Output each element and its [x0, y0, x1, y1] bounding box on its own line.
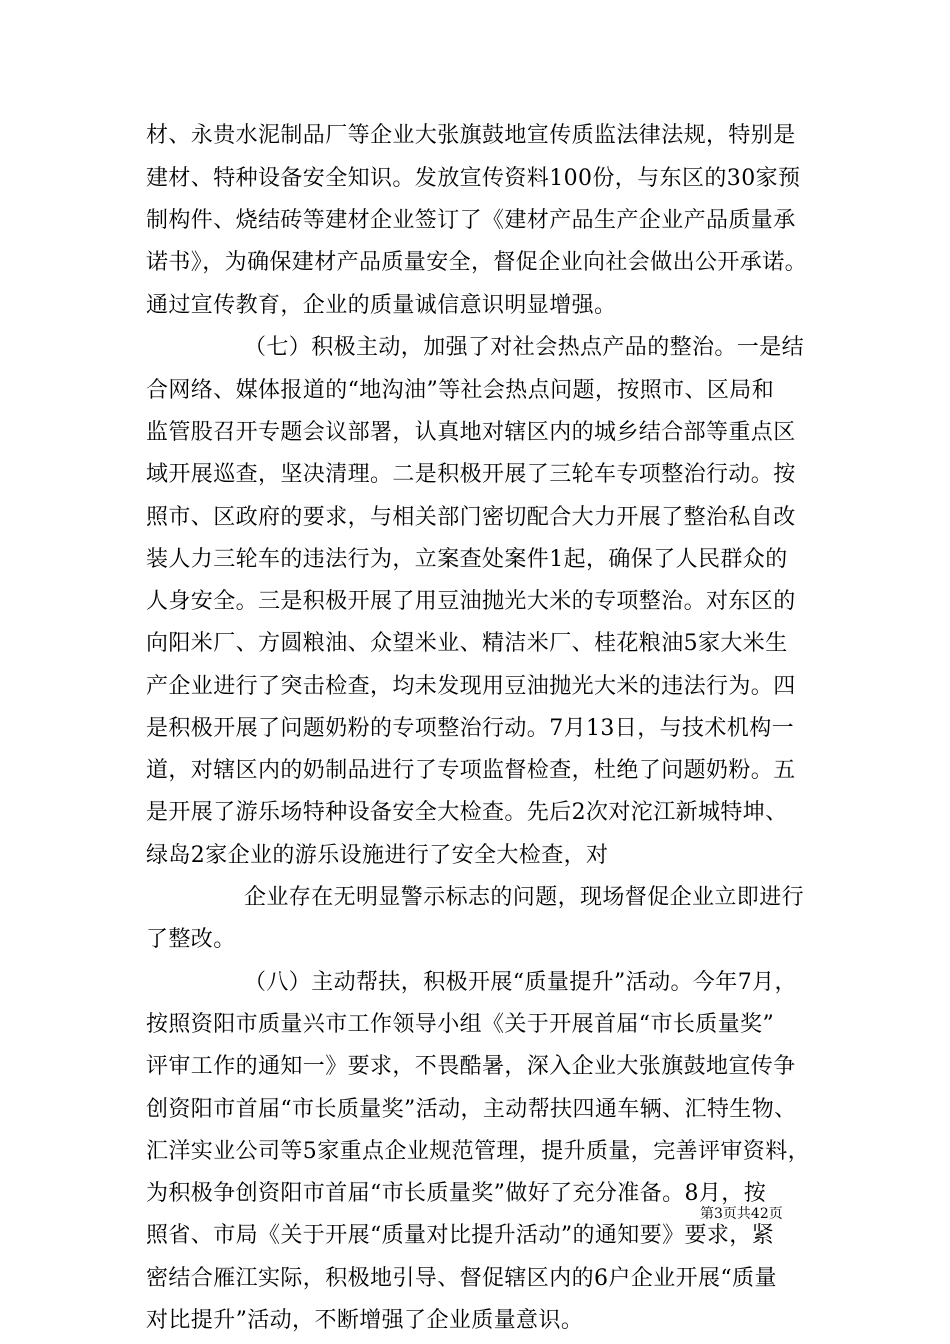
body-text-line: 密结合雁江实际，积极地引导、督促辖区内的6户企业开展“质量 — [146, 1266, 777, 1291]
body-text-line: 对比提升”活动，不断增强了企业质量意识。 — [146, 1308, 584, 1333]
section-seven-paragraph-start: （七）积极主动，加强了对社会热点产品的整治。一是结 — [244, 335, 805, 360]
body-text-line: 评审工作的通知一》要求，不畏酷暑，深入企业大张旗鼓地宣传争 — [146, 1054, 796, 1079]
body-text-line: 了整改。 — [146, 927, 236, 952]
body-text-line: 创资阳市首届“市长质量奖”活动，主动帮扶四通车辆、汇特生物、 — [146, 1097, 797, 1122]
body-text-line: 为积极争创资阳市首届“市长质量奖”做好了充分准备。8月，按 — [146, 1181, 767, 1206]
body-text-line: 产企业进行了突击检查，均未发现用豆油抛光大米的违法行为。四 — [146, 674, 796, 699]
body-text-line: 照省、市局《关于开展“质量对比提升活动”的通知要》要求，紧 — [146, 1223, 775, 1248]
body-text-line: 材、永贵水泥制品厂等企业大张旗鼓地宣传质监法律法规，特别是 — [146, 123, 796, 148]
body-text-line: 制构件、烧结砖等建材企业签订了《建材产品生产企业产品质量承 — [146, 208, 796, 233]
body-text-line: 建材、特种设备安全知识。发放宣传资料100份，与东区的30家预 — [146, 166, 801, 191]
section-eight-paragraph-start: （八）主动帮扶，积极开展“质量提升”活动。今年7月， — [244, 970, 797, 995]
body-text-line: 是开展了游乐场特种设备安全大检查。先后2次对沱江新城特坤、 — [146, 800, 788, 825]
body-text-line: 按照资阳市质量兴市工作领导小组《关于开展首届“市长质量奖” — [146, 1012, 775, 1037]
body-text-line: 诺书》，为确保建材产品质量安全，督促企业向社会做出公开承诺。 — [146, 250, 808, 275]
body-text-line: 向阳米厂、方圆粮油、众望米业、精洁米厂、桂花粮油5家大米生 — [146, 631, 788, 656]
body-text-line: 域开展巡查，坚决清理。二是积极开展了三轮车专项整治行动。按 — [146, 462, 796, 487]
body-text-line: 汇洋实业公司等5家重点企业规范管理，提升质量，完善评审资料， — [146, 1139, 810, 1164]
body-text-line: 装人力三轮车的违法行为，立案查处案件1起，确保了人民群众的 — [146, 547, 788, 572]
body-text-line-indented: 企业存在无明显警示标志的问题，现场督促企业立即进行 — [244, 885, 805, 910]
body-text-line: 是积极开展了问题奶粉的专项整治行动。7月13日，与技术机构一 — [146, 716, 794, 741]
body-text-line: 监管股召开专题会议部署，认真地对辖区内的城乡结合部等重点区 — [146, 420, 796, 445]
body-text-line: 通过宣传教育，企业的质量诚信意识明显增强。 — [146, 293, 617, 318]
page-number-footer: 第3页共42页 — [700, 1206, 783, 1222]
body-text-line: 道，对辖区内的奶制品进行了专项监督检查，杜绝了问题奶粉。五 — [146, 758, 796, 783]
body-text-line: 绿岛2家企业的游乐设施进行了安全大检查，对 — [146, 843, 609, 868]
body-text-line: 人身安全。三是积极开展了用豆油抛光大米的专项整治。对东区的 — [146, 589, 796, 614]
body-text-line: 合网络、媒体报道的“地沟油”等社会热点问题，按照市、区局和 — [146, 378, 775, 403]
body-text-line: 照市、区政府的要求，与相关部门密切配合大力开展了整治私自改 — [146, 505, 796, 530]
